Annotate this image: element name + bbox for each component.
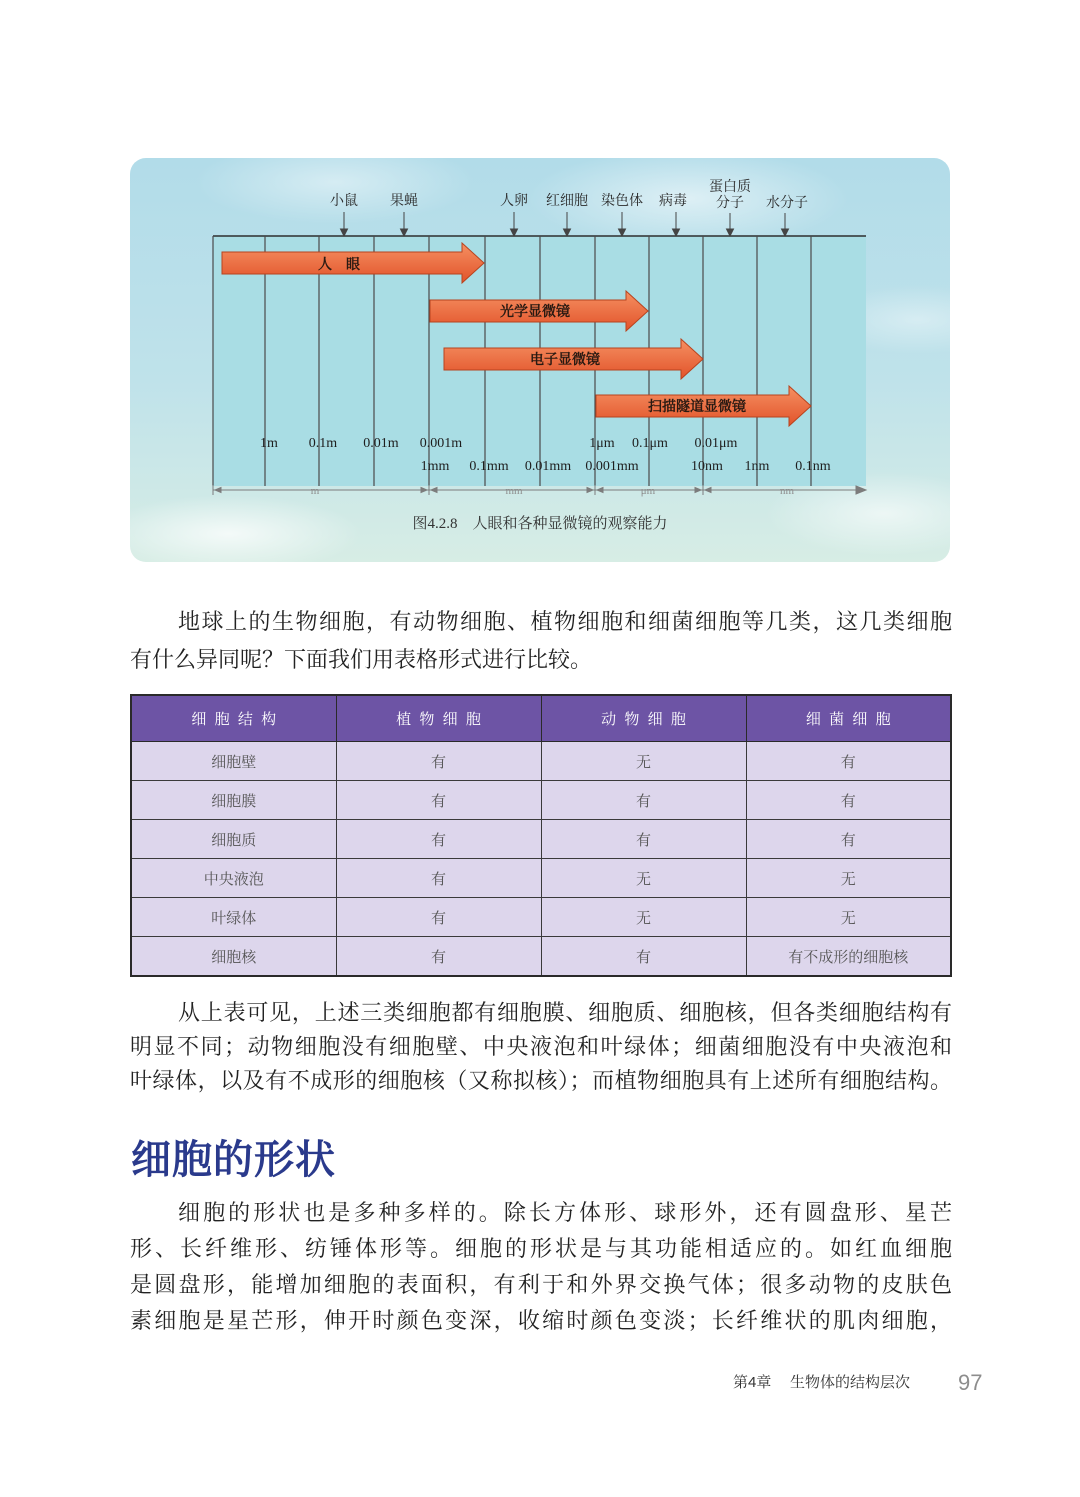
pointer-arrow-icon [619, 212, 626, 236]
header-cell: 植物细胞 [336, 695, 541, 742]
table-cell: 细胞核 [131, 937, 336, 977]
pointer-arrow-icon [341, 212, 348, 236]
scale-label: 0.001m [419, 436, 463, 451]
section-heading: 细胞的形状 [131, 1137, 336, 1183]
scale-label: 0.001mm [585, 459, 639, 474]
microscope-range-diagram [130, 158, 950, 562]
table-cell: 有 [746, 742, 951, 781]
footer-chapter: 第4章 [733, 1374, 772, 1391]
table-cell: 有 [336, 742, 541, 781]
table-cell: 有不成形的细胞核 [746, 937, 951, 977]
text-line: 形、长纤维形、纺锤体形等。细胞的形状是与其功能相适应的。如红血细胞 [130, 1236, 952, 1261]
arrow-label-human-eye: 人眼 [318, 258, 374, 273]
footer-chapter-title: 生物体的结构层次 [790, 1374, 911, 1391]
table-cell: 细胞膜 [131, 781, 336, 820]
header-cell: 动物细胞 [541, 695, 746, 742]
page-number: 97 [958, 1370, 983, 1395]
pointer-arrow-icon [782, 213, 789, 236]
pointer-arrow-icon [673, 212, 680, 236]
label-water-molecule: 水分子 [766, 196, 808, 211]
table-cell: 无 [746, 898, 951, 937]
figure-caption: 图4.2.8 人眼和各种显微镜的观察能力 [412, 516, 668, 532]
pointer-arrow-icon [564, 212, 571, 236]
paragraph-comparison-summary [130, 996, 952, 1098]
scale-label: 0.1m [308, 436, 338, 451]
unit-label-um: μm [640, 485, 656, 497]
text-line: 有什么异同呢？下面我们用表格形式进行比较。 [130, 647, 593, 672]
table-cell: 无 [541, 859, 746, 898]
scale-label: 0.1nm [795, 459, 831, 474]
arrow-label-light-microscope: 光学显微镜 [500, 305, 570, 320]
label-fruit-fly: 果蝇 [390, 194, 418, 209]
pointer-arrow-icon [727, 213, 734, 236]
text-line: 明显不同；动物细胞没有细胞壁、中央液泡和叶绿体；细菌细胞没有中央液泡和 [130, 1034, 952, 1059]
text-line: 细胞的形状也是多种多样的。除长方体形、球形外，还有圆盘形、星芒 [178, 1200, 952, 1225]
label-human-egg: 人卵 [500, 194, 528, 209]
table-cell: 有 [541, 820, 746, 859]
label-red-blood-cell: 红细胞 [546, 194, 588, 209]
scale-label: 1μm [589, 436, 615, 451]
table-cell: 中央液泡 [131, 859, 336, 898]
table-cell: 无 [541, 742, 746, 781]
text-line: 从上表可见，上述三类细胞都有细胞膜、细胞质、细胞核，但各类细胞结构有 [178, 1000, 952, 1025]
table-cell: 叶绿体 [131, 898, 336, 937]
scale-label: 0.1mm [469, 459, 509, 474]
pointer-arrow-icon [401, 212, 408, 236]
scale-label: 10nm [691, 459, 723, 474]
scale-label: 1m [260, 436, 278, 451]
scale-label: 1nm [744, 459, 770, 474]
arrow-label-electron-microscope: 电子显微镜 [530, 353, 600, 368]
table-cell: 有 [336, 937, 541, 977]
table-row [131, 781, 951, 820]
text-line: 叶绿体，以及有不成形的细胞核（又称拟核）；而植物细胞具有上述所有细胞结构。 [130, 1068, 952, 1093]
scale-label: 0.01μm [694, 436, 738, 451]
table-row [131, 937, 951, 977]
table-cell: 无 [541, 898, 746, 937]
label-chromosome: 染色体 [601, 194, 643, 209]
scale-label: 0.01mm [524, 459, 572, 474]
paragraph-cell-shapes [130, 1195, 952, 1339]
scale-label: 0.1μm [632, 436, 668, 451]
table-row [131, 859, 951, 898]
scale-label: 0.01m [363, 436, 399, 451]
table-row [131, 820, 951, 859]
label-protein-line1: 蛋白质 [709, 180, 751, 195]
table-cell: 有 [746, 781, 951, 820]
table-header-row [131, 695, 951, 742]
unit-label-nm: nm [779, 485, 795, 497]
table-row [131, 742, 951, 781]
pointer-arrow-icon [511, 212, 518, 236]
label-virus: 病毒 [659, 194, 687, 209]
text-line: 是圆盘形，能增加细胞的表面积，有利于和外界交换气体；很多动物的皮肤色 [130, 1272, 952, 1297]
table-cell: 有 [746, 820, 951, 859]
header-cell: 细菌细胞 [746, 695, 951, 742]
table-cell: 有 [336, 781, 541, 820]
table-cell: 有 [541, 781, 746, 820]
figure-panel [130, 158, 950, 562]
table-cell: 有 [336, 898, 541, 937]
table-cell: 有 [336, 820, 541, 859]
unit-label-m: m [310, 485, 320, 497]
label-mouse: 小鼠 [330, 194, 358, 209]
arrow-label-scanning-tunneling-microscope: 扫描隧道显微镜 [648, 400, 746, 415]
table-cell: 细胞质 [131, 820, 336, 859]
table-cell: 有 [541, 937, 746, 977]
paragraph-intro [130, 603, 952, 679]
cell-comparison-table [130, 694, 952, 977]
text-line: 地球上的生物细胞，有动物细胞、植物细胞和细菌细胞等几类，这几类细胞 [178, 609, 952, 634]
header-cell: 细胞结构 [131, 695, 336, 742]
table-cell: 细胞壁 [131, 742, 336, 781]
table-row [131, 898, 951, 937]
table-cell: 有 [336, 859, 541, 898]
text-line: 素细胞是星芒形，伸开时颜色变深，收缩时颜色变淡；长纤维状的肌肉细胞， [130, 1308, 952, 1333]
scale-label: 1mm [420, 459, 450, 474]
table-cell: 无 [746, 859, 951, 898]
unit-label-mm: mm [505, 485, 523, 497]
label-protein-line2: 分子 [716, 196, 744, 211]
